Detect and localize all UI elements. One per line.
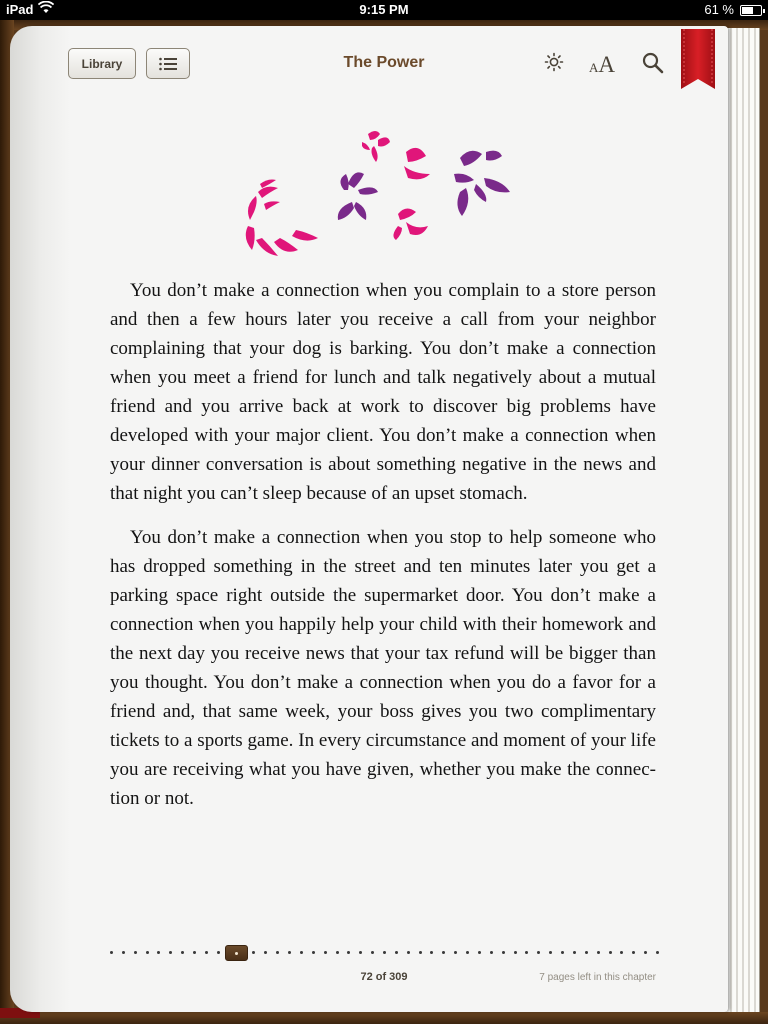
pages-left-in-chapter: 7 pages left in this chapter bbox=[539, 972, 656, 983]
paragraph[interactable]: You don’t make a connection when you stop to help someone who has dropped something in the street and ten minutes later you get a parking space right outside the supermarket door. You don’t make a connection when you happily help your child with their homework and the next day you receive news that your tax refund will be bigger than you thought. You don’t make a connection when you do a favor for a friend and, that same week, your boss gives you two complimentary tickets to a sports game. In every circumstance and moment of your life you are receiving what you have given, whether you make the connection or not. bbox=[110, 527, 656, 809]
scrubber-dot[interactable] bbox=[537, 951, 540, 954]
book-title: The Power bbox=[343, 54, 425, 71]
scrubber-dot[interactable] bbox=[383, 951, 386, 954]
scrubber-dot[interactable] bbox=[288, 951, 291, 954]
scrubber-dot[interactable] bbox=[347, 951, 350, 954]
font-large-icon: A bbox=[598, 52, 616, 77]
search-button[interactable] bbox=[642, 52, 664, 79]
scrubber-dot[interactable] bbox=[490, 951, 493, 954]
table-of-contents-icon bbox=[159, 57, 177, 71]
scrubber-dot[interactable] bbox=[371, 951, 374, 954]
scrubber-dot[interactable] bbox=[514, 951, 517, 954]
scrubber-dot[interactable] bbox=[597, 951, 600, 954]
scrubber-dot[interactable] bbox=[502, 951, 505, 954]
scrubber-dot[interactable] bbox=[525, 951, 528, 954]
scrubber-dot[interactable] bbox=[146, 951, 149, 954]
scrubber-dot[interactable] bbox=[609, 951, 612, 954]
scrubber-dot[interactable] bbox=[478, 951, 481, 954]
battery-icon bbox=[740, 5, 762, 16]
page-indicator: 72 of 309 bbox=[360, 971, 408, 983]
scrubber-dot[interactable] bbox=[300, 951, 303, 954]
scrubber-dot[interactable] bbox=[466, 951, 469, 954]
scrubber-dot[interactable] bbox=[217, 951, 220, 954]
brightness-button[interactable] bbox=[544, 52, 564, 77]
brightness-icon bbox=[544, 52, 564, 72]
library-button[interactable]: Library bbox=[68, 48, 136, 79]
scrubber-dot[interactable] bbox=[252, 951, 255, 954]
scrubber-dot[interactable] bbox=[454, 951, 457, 954]
scrubber-dot[interactable] bbox=[632, 951, 635, 954]
font-size-button[interactable] bbox=[589, 52, 615, 78]
scrubber-dot[interactable] bbox=[193, 951, 196, 954]
table-of-contents-button[interactable] bbox=[146, 48, 190, 79]
font-small-icon: A bbox=[589, 60, 599, 75]
scrubber-dot[interactable] bbox=[573, 951, 576, 954]
scrubber-dot[interactable] bbox=[359, 951, 362, 954]
scrubber-dot[interactable] bbox=[276, 951, 279, 954]
scrubber-dot[interactable] bbox=[264, 951, 267, 954]
scrubber-dot[interactable] bbox=[324, 951, 327, 954]
carrier-label: iPad bbox=[6, 2, 34, 17]
scrubber-dot[interactable] bbox=[110, 951, 113, 954]
scrubber-thumb[interactable] bbox=[225, 945, 248, 961]
chapter-illustration bbox=[240, 122, 520, 262]
bookmark-icon bbox=[681, 29, 715, 91]
scrubber-dot[interactable] bbox=[395, 951, 398, 954]
scrubber-dot[interactable] bbox=[561, 951, 564, 954]
scrubber-dot[interactable] bbox=[122, 951, 125, 954]
scrubber-dot[interactable] bbox=[656, 951, 659, 954]
scrubber-dot[interactable] bbox=[312, 951, 315, 954]
book-text[interactable] bbox=[110, 276, 656, 828]
scrubber-dot[interactable] bbox=[585, 951, 588, 954]
status-bar bbox=[0, 0, 768, 20]
scrubber-dot[interactable] bbox=[205, 951, 208, 954]
scrubber-dot[interactable] bbox=[620, 951, 623, 954]
scrubber-dot[interactable] bbox=[419, 951, 422, 954]
battery-fill bbox=[742, 7, 753, 14]
scrubber-dot[interactable] bbox=[442, 951, 445, 954]
scrubber-dot[interactable] bbox=[430, 951, 433, 954]
scrubber-dot[interactable] bbox=[407, 951, 410, 954]
scrubber-dot[interactable] bbox=[549, 951, 552, 954]
clock: 9:15 PM bbox=[359, 2, 409, 17]
scrubber-dot[interactable] bbox=[169, 951, 172, 954]
scrubber-dot[interactable] bbox=[336, 951, 339, 954]
battery-percentage: 61 % bbox=[704, 2, 734, 17]
scrubber-dot[interactable] bbox=[134, 951, 137, 954]
scrubber-dot[interactable] bbox=[181, 951, 184, 954]
scrubber-dot[interactable] bbox=[157, 951, 160, 954]
book-binding-bottom bbox=[0, 1012, 768, 1024]
scrubber-dot[interactable] bbox=[644, 951, 647, 954]
paragraph[interactable]: You don’t make a connection when you complain to a store person and then a few hours later you receive a call from your neighbor complaining that your dog is barking. You don’t make a connection when you meet a friend for lunch and talk negatively about a mutual friend and you arrive back at work to discover big problems have developed with your major client. You don’t make a connection when your dinner conversation is about something negative in the news and that night you can’t sleep because of an upset stomach. bbox=[110, 280, 656, 504]
search-icon bbox=[642, 52, 664, 74]
page-scrubber[interactable] bbox=[110, 945, 658, 961]
bookmark-ribbon[interactable] bbox=[681, 29, 715, 96]
